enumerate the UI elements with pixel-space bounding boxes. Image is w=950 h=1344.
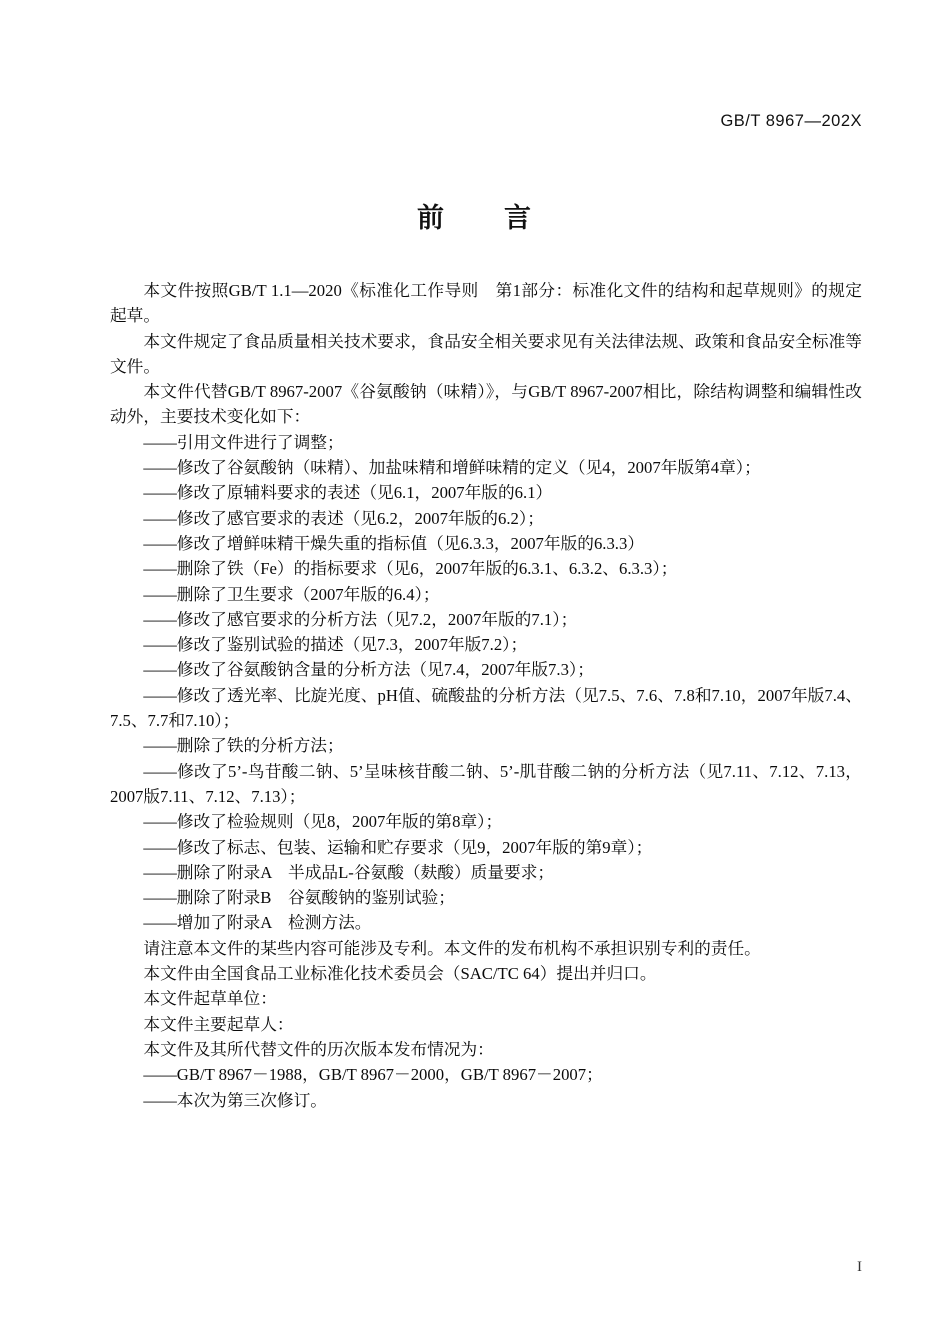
change-item: ——增加了附录A 检测方法。 — [143, 913, 372, 933]
page-title: 前 言 — [417, 203, 533, 233]
version-history-item: ——本次为第三次修订。 — [143, 1090, 327, 1110]
paragraph-drafting-organizations: 本文件起草单位： — [143, 989, 277, 1009]
paragraph-drafting-rule: 本文件按照GB/T 1.1—2020《标准化工作导则 第1部分：标准化文件的结构和起草规则》的规定起草。 — [110, 281, 862, 326]
change-item: ——删除了铁的分析方法； — [143, 736, 344, 756]
change-item: ——修改了原辅料要求的表述（见6.1，2007年版的6.1） — [143, 483, 553, 503]
foreword-body — [110, 278, 862, 1113]
change-item: ——修改了增鲜味精干燥失重的指标值（见6.3.3，2007年版的6.3.3） — [143, 533, 645, 553]
paragraph-version-history-intro: 本文件及其所代替文件的历次版本发布情况为： — [143, 1039, 494, 1059]
change-item: ——修改了鉴别试验的描述（见7.3，2007年版7.2）； — [143, 635, 528, 655]
change-item: ——修改了谷氨酸钠（味精）、加盐味精和增鲜味精的定义（见4，2007年版第4章）； — [143, 458, 761, 478]
change-item: ——修改了标志、包装、运输和贮存要求（见9，2007年版的第9章）； — [143, 837, 653, 857]
change-item: ——修改了透光率、比旋光度、pH值、硫酸盐的分析方法（见7.5、7.6、7.8和7.10，2007年版7.4、7.5、7.7和7.10）； — [110, 685, 862, 731]
paragraph-replaces-note: 本文件代替GB/T 8967-2007《谷氨酸钠（味精）》，与GB/T 8967-2007相比，除结构调整和编辑性改动外，主要技术变化如下： — [110, 382, 862, 427]
change-item: ——引用文件进行了调整； — [143, 432, 344, 452]
change-item: ——修改了感官要求的分析方法（见7.2，2007年版的7.1）； — [143, 609, 578, 629]
change-item: ——删除了附录B 谷氨酸钠的鉴别试验； — [143, 888, 455, 908]
running-header-standard-number: GB/T 8967—202X — [720, 112, 862, 130]
change-item: ——修改了5’-鸟苷酸二钠、5’呈味核苷酸二钠、5’-肌苷酸二钠的分析方法（见7.11、7.12、7.13，2007版7.11、7.12、7.13）； — [110, 761, 862, 806]
change-item: ——删除了铁（Fe）的指标要求（见6，2007年版的6.3.1、6.3.2、6.3.3）； — [143, 559, 678, 579]
change-item: ——修改了检验规则（见8，2007年版的第8章）； — [143, 812, 503, 832]
change-item: ——删除了卫生要求（2007年版的6.4）； — [143, 584, 440, 604]
paragraph-patent-notice: 请注意本文件的某些内容可能涉及专利。本文件的发布机构不承担识别专利的责任。 — [143, 938, 761, 958]
change-item: ——修改了感官要求的表述（见6.2，2007年版的6.2）； — [143, 508, 544, 528]
paragraph-scope-note: 本文件规定了食品质量相关技术要求，食品安全相关要求见有关法律法规、政策和食品安全标准等文件。 — [110, 331, 862, 376]
page-number: I — [857, 1259, 862, 1275]
version-history-item: ——GB/T 8967－1988，GB/T 8967－2000，GB/T 8967－2007； — [143, 1065, 603, 1085]
paragraph-principal-drafters: 本文件主要起草人： — [143, 1014, 294, 1034]
change-item: ——删除了附录A 半成品L-谷氨酸（麸酸）质量要求； — [143, 862, 555, 882]
paragraph-issuing-committee: 本文件由全国食品工业标准化技术委员会（SAC/TC 64）提出并归口。 — [143, 964, 657, 984]
change-item: ——修改了谷氨酸钠含量的分析方法（见7.4，2007年版7.3）； — [143, 660, 594, 680]
